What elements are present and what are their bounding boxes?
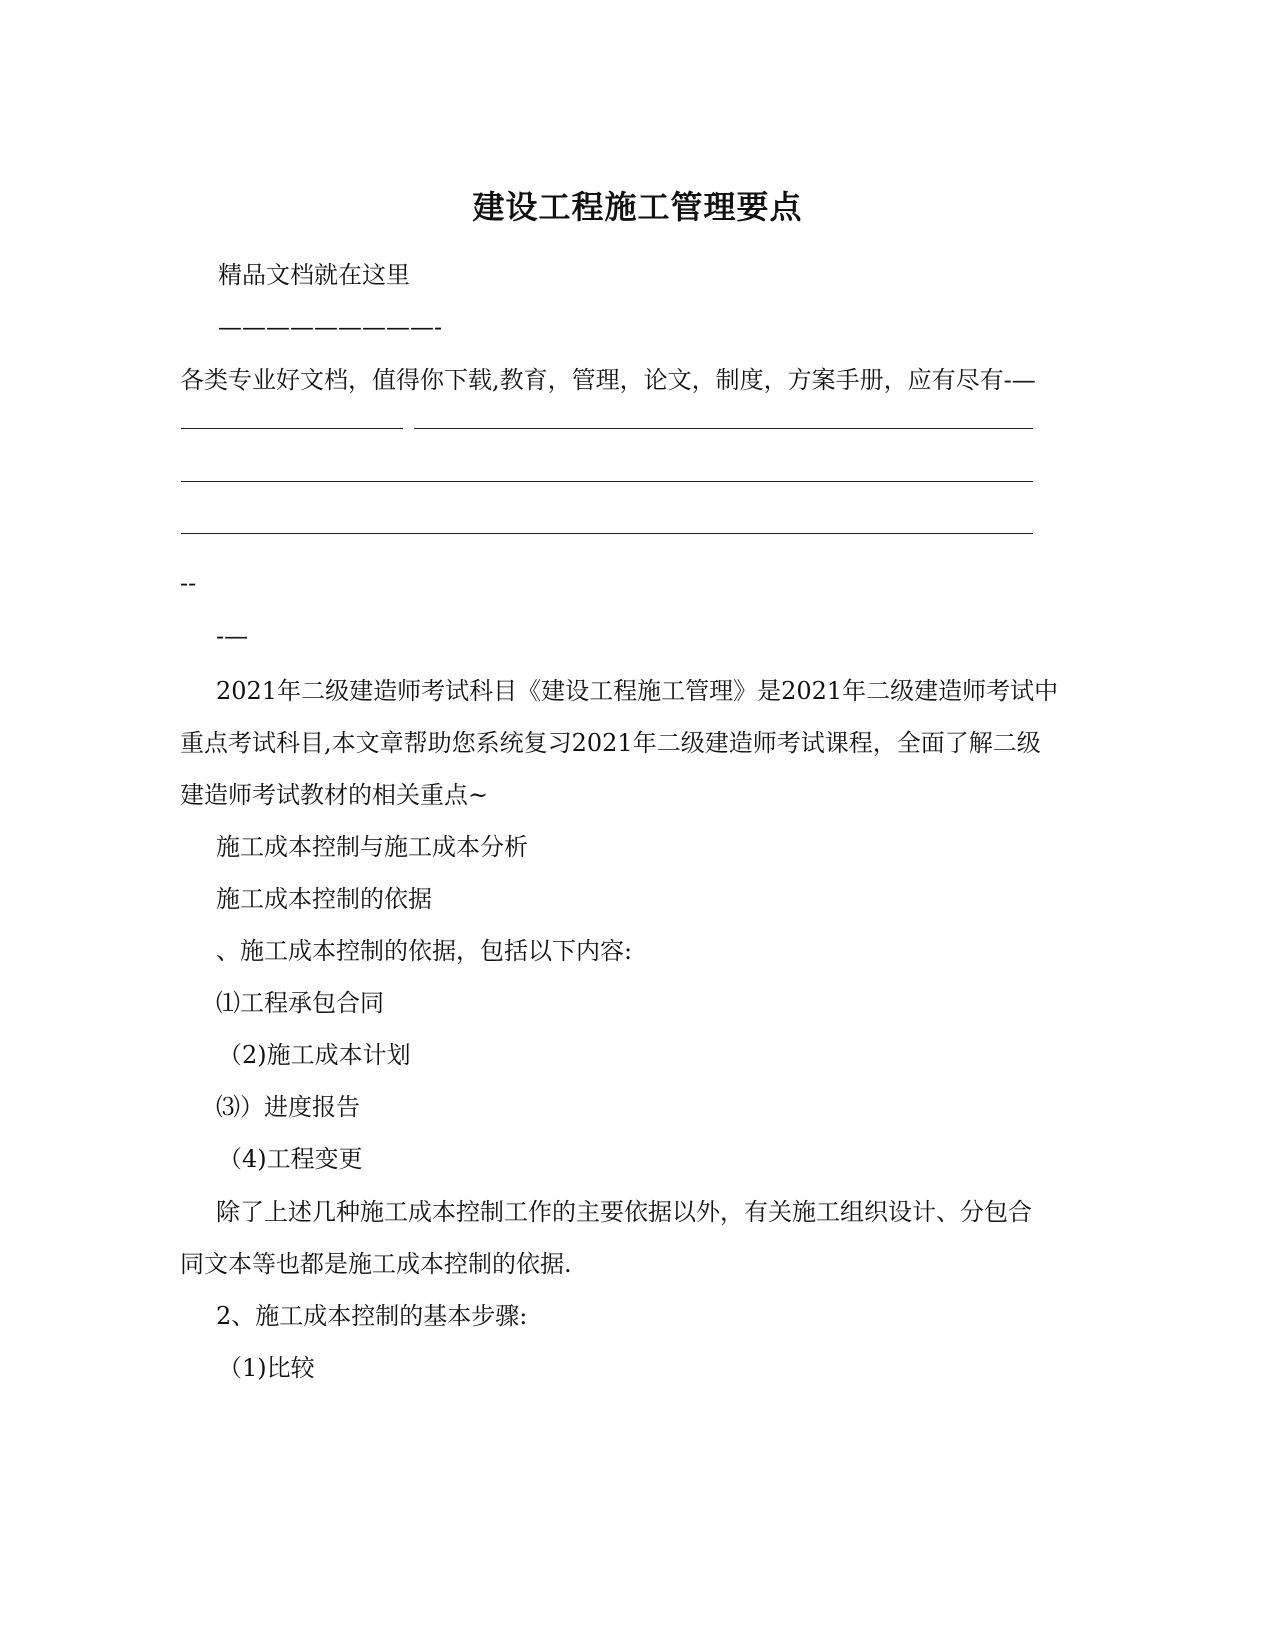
body-paragraph: 同文本等也都是施工成本控制的依据. xyxy=(180,1250,572,1278)
trailing-dashes: -— xyxy=(216,622,249,650)
separator-rule xyxy=(181,428,403,429)
section-heading: 施工成本控制的依据 xyxy=(216,885,432,913)
body-paragraph: 重点考试科目,本文章帮助您系统复习2021年二级建造师考试课程，全面了解二级 xyxy=(180,729,1041,757)
list-item: （2)施工成本计划 xyxy=(218,1041,411,1069)
body-paragraph: 2021年二级建造师考试科目《建设工程施工管理》是2021年二级建造师考试中 xyxy=(216,677,1059,705)
list-item: ⑶）进度报告 xyxy=(216,1093,360,1121)
trailing-dashes: -- xyxy=(180,569,197,597)
body-paragraph: 建造师考试教材的相关重点~ xyxy=(180,781,489,809)
separator-rule xyxy=(181,533,1033,534)
section-heading: 施工成本控制与施工成本分析 xyxy=(216,833,528,861)
separator-rule xyxy=(181,481,1033,482)
section-heading: 2、施工成本控制的基本步骤: xyxy=(216,1302,528,1330)
list-item: （1)比较 xyxy=(218,1354,315,1382)
list-item: ⑴工程承包合同 xyxy=(216,989,384,1017)
separator-rule xyxy=(414,428,1033,429)
short-dash-line: —————————- xyxy=(218,313,443,341)
document-title: 建设工程施工管理要点 xyxy=(472,188,803,226)
list-item: （4)工程变更 xyxy=(218,1145,363,1173)
promo-line: 各类专业好文档，值得你下载,教育，管理，论文，制度，方案手册，应有尽有-— xyxy=(180,366,1036,394)
tagline: 精品文档就在这里 xyxy=(218,261,410,289)
body-paragraph: 、施工成本控制的依据，包括以下内容: xyxy=(216,937,633,965)
body-paragraph: 除了上述几种施工成本控制工作的主要依据以外，有关施工组织设计、分包合 xyxy=(216,1198,1032,1226)
